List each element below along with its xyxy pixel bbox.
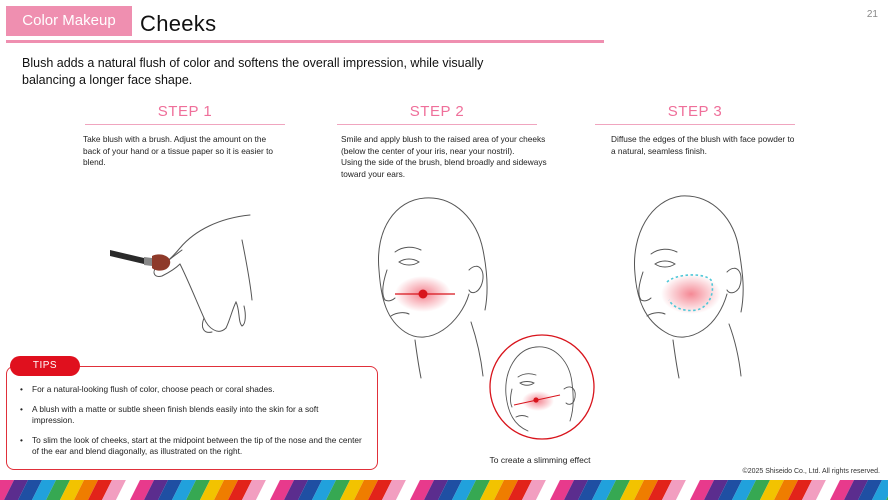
section-badge: Color Makeup (6, 6, 132, 36)
tips-label: TIPS (10, 356, 80, 376)
step-1-heading: STEP 1 (157, 103, 213, 120)
step-2-text: Smile and apply blush to the raised area of your cheeks (below the center of your iris, near your nostril). Using the side of the brush, blend broadly and sideways toward your ears. (341, 134, 547, 179)
step-3-heading: STEP 3 (667, 103, 723, 120)
slimming-caption: To create a slimming effect (489, 455, 591, 465)
step-3-text: Diffuse the edges of the blush with face powder to a natural, seamless finish. (611, 134, 795, 156)
step-3-rule (595, 124, 795, 125)
step-2-heading: STEP 2 (409, 103, 465, 120)
page-number: 21 (866, 9, 878, 20)
color-stripe-border (0, 480, 888, 500)
page-title: Cheeks (140, 11, 217, 36)
step-1-text: Take blush with a brush. Adjust the amount on the back of your hand or a tissue paper so it is easier to blend. (83, 134, 274, 167)
hand-brush-illustration (100, 210, 260, 345)
step-1-rule (85, 124, 285, 125)
copyright: ©2025 Shiseido Co., Ltd. All rights reserved. (742, 468, 880, 475)
face-diffuse-illustration (625, 190, 755, 380)
slimming-inset-illustration (488, 333, 596, 441)
tip-item: • To slim the look of cheeks, start at the midpoint between the tip of the nose and the center of the ear and blend diagonally, as illustrated on the right. (20, 435, 362, 457)
tip-item: • For a natural-looking flush of color, choose peach or coral shades. (20, 384, 362, 395)
step-2-rule (337, 124, 537, 125)
face-blush-illustration (365, 190, 495, 380)
tips-list (20, 384, 362, 466)
tip-item: • A blush with a matte or subtle sheen finish blends easily into the skin for a soft impression. (20, 404, 362, 426)
intro-text: Blush adds a natural flush of color and softens the overall impression, while visually balancing a longer face shape. (22, 56, 484, 87)
title-underline (6, 40, 604, 43)
